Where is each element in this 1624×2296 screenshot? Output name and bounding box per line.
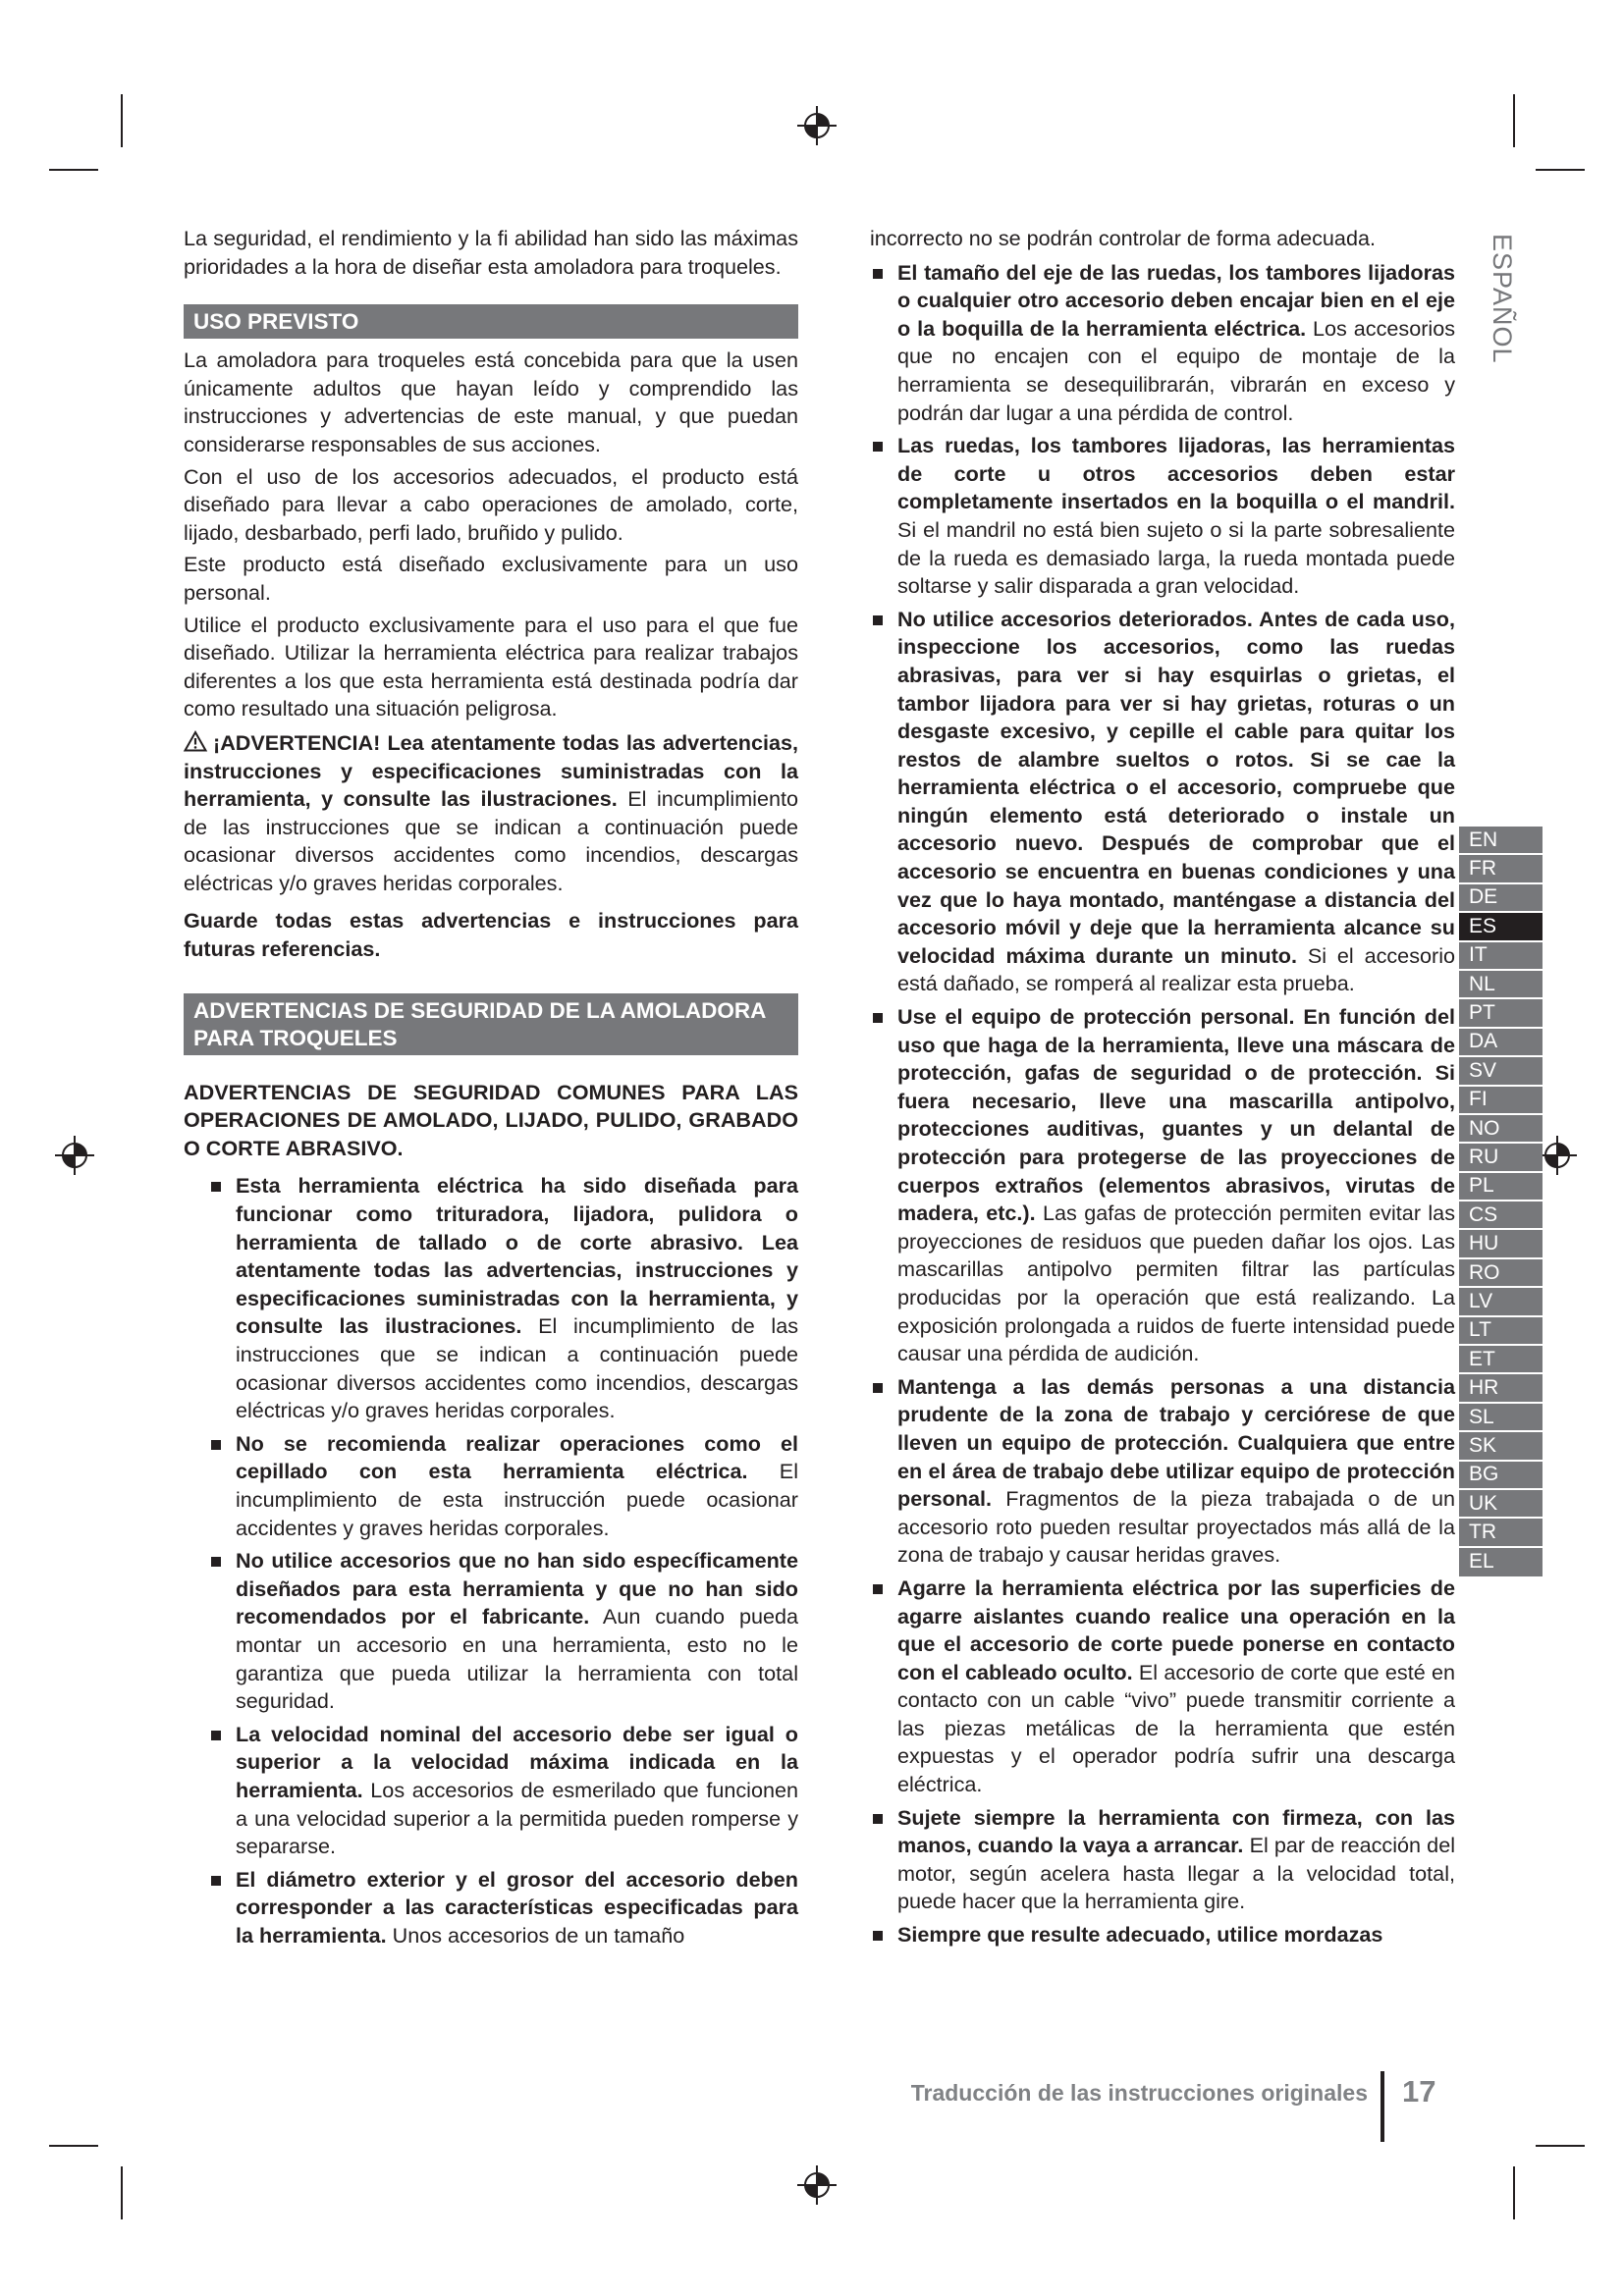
list-item bbox=[208, 1547, 798, 1716]
language-tab-fr[interactable]: FR bbox=[1459, 855, 1543, 883]
page-number: 17 bbox=[1402, 2074, 1436, 2109]
list-item bbox=[870, 606, 1455, 998]
language-tab-lv[interactable]: LV bbox=[1459, 1288, 1543, 1316]
bullet-square-icon bbox=[873, 615, 883, 625]
language-tab-en[interactable]: EN bbox=[1459, 827, 1543, 855]
bullet-square-icon bbox=[873, 1814, 883, 1824]
item-text: Fragmentos de la pieza trabajada o de un accesorio roto pueden resultar proyectados más allá de la zona de trabajo y causar heridas graves. bbox=[897, 1486, 1455, 1568]
item-bold: No se recomienda realizar operaciones como el cepillado con esta herramienta eléctrica. bbox=[236, 1430, 798, 1484]
side-language-text: ESPAÑOL bbox=[1488, 234, 1517, 364]
bullet-square-icon bbox=[873, 1931, 883, 1941]
section-heading-uso-previsto: USO PREVISTO bbox=[184, 304, 798, 339]
item-bold: Sujete siempre la herramienta con firmeza, con las manos, cuando la vaya a arrancar. bbox=[897, 1804, 1455, 1858]
language-tab-ro[interactable]: RO bbox=[1459, 1259, 1543, 1288]
registration-mark-icon bbox=[55, 1136, 94, 1175]
crop-mark bbox=[49, 2145, 98, 2147]
bullet-square-icon bbox=[211, 1557, 221, 1567]
language-tab-bar bbox=[1459, 827, 1543, 1576]
list-item bbox=[870, 259, 1455, 428]
section-heading-advertencias: ADVERTENCIAS DE SEGURIDAD DE LA AMOLADORA PARA TROQUELES bbox=[184, 993, 798, 1055]
item-bold: Agarre la herramienta eléctrica por las superficies de agarre aislantes cuando realice una operación en la que el accesorio de corte puede ponerse en contacto con el cableado oculto. bbox=[897, 1575, 1455, 1684]
list-item bbox=[208, 1721, 798, 1861]
item-bold: La velocidad nominal del accesorio debe ser igual o superior a la velocidad máxima indicada en la herramienta. bbox=[236, 1721, 798, 1802]
language-tab-nl[interactable]: NL bbox=[1459, 971, 1543, 999]
uso-paragraph-4: Utilice el producto exclusivamente para el uso para el que fue diseñado. Utilizar la herramienta eléctrica para realizar trabajos diferentes a los que esta herramienta está destinada podría dar como resultado una situación peligrosa. bbox=[184, 612, 798, 721]
list-item bbox=[870, 432, 1455, 601]
warning-text: El incumplimiento de las instrucciones que se indican a continuación puede ocasionar diversos accidentes como incendios, descargas eléctricas y/o graves heridas corporales. bbox=[184, 786, 799, 895]
item-bold: Use el equipo de protección personal. En función del uso que haga de la herramienta, lleve una máscara de protección, gafas de seguridad o de protección. Si fuera necesario, lleve una mascarilla antipolvo, protecciones auditivas, guantes y un delantal de protección para protegerse de las proyecciones de cuerpos extraños (elementos abrasivos, virutas de madera, etc.). bbox=[897, 1004, 1455, 1226]
item-text: El par de reacción del motor, según acelera hasta llegar a la velocidad total, puede hacer que la herramienta gire. bbox=[897, 1833, 1456, 1914]
language-tab-hu[interactable]: HU bbox=[1459, 1230, 1543, 1258]
crop-mark bbox=[1513, 94, 1515, 147]
item-text: Los accesorios de esmerilado que funcionen a una velocidad superior a la permitida pueden romperse y separarse. bbox=[236, 1777, 798, 1859]
crop-mark bbox=[1513, 2166, 1515, 2219]
footer-divider bbox=[1380, 2071, 1384, 2142]
bullet-square-icon bbox=[873, 269, 883, 279]
language-tab-pt[interactable]: PT bbox=[1459, 999, 1543, 1028]
language-tab-hr[interactable]: HR bbox=[1459, 1374, 1543, 1403]
item-bold: Mantenga a las demás personas a una distancia prudente de la zona de trabajo y cerciórese de que lleven un equipo de protección. Cualquiera que entre en el área de trabajo debe utilizar equipo de protección personal. bbox=[897, 1373, 1455, 1512]
list-item bbox=[870, 1373, 1455, 1570]
item-text: El accesorio de corte que esté en contacto con un cable “vivo” puede transmitir corriente a las piezas metálicas de la herramienta que estén expuestas y el operador podría sufrir una descarga eléctrica. bbox=[897, 1659, 1455, 1797]
crop-mark bbox=[1536, 2145, 1585, 2147]
list-item bbox=[870, 1575, 1455, 1799]
language-tab-cs[interactable]: CS bbox=[1459, 1201, 1543, 1230]
language-tab-it[interactable]: IT bbox=[1459, 942, 1543, 971]
language-tab-et[interactable]: ET bbox=[1459, 1346, 1543, 1374]
warning-bold: ¡ADVERTENCIA! Lea atentamente todas las advertencias, instrucciones y especificaciones suministradas con la herramienta, y consulte las ilustraciones. bbox=[184, 729, 798, 812]
list-item bbox=[870, 1003, 1455, 1368]
left-column bbox=[184, 225, 798, 1954]
guarde-paragraph: Guarde todas estas advertencias e instrucciones para futuras referencias. bbox=[184, 908, 798, 962]
language-tab-pl[interactable]: PL bbox=[1459, 1173, 1543, 1201]
crop-mark bbox=[121, 94, 123, 147]
bullet-square-icon bbox=[873, 1383, 883, 1393]
side-language-label bbox=[1466, 230, 1517, 367]
item-bold: El diámetro exterior y el grosor del accesorio deben corresponder a las características especificadas para la herramienta. bbox=[236, 1866, 798, 1948]
language-tab-ru[interactable]: RU bbox=[1459, 1144, 1543, 1172]
item-bold: Esta herramienta eléctrica ha sido diseñada para funcionar como trituradora, lijadora, pulidora o herramienta de tallado o de corte abrasivo. Lea atentamente todas las advertencias, instrucciones y especificaciones suministradas con la herramienta, y consulte las ilustraciones. bbox=[236, 1173, 798, 1339]
language-tab-uk[interactable]: UK bbox=[1459, 1490, 1543, 1519]
bullet-square-icon bbox=[211, 1731, 221, 1740]
item-text: Si el mandril no está bien sujeto o si la parte sobresaliente de la rueda es demasiado larga, la rueda montada puede soltarse y salir disparada a gran velocidad. bbox=[897, 516, 1455, 599]
uso-paragraph-3: Este producto está diseñado exclusivamente para un uso personal. bbox=[184, 552, 798, 605]
continuation-text: incorrecto no se podrán controlar de forma adecuada. bbox=[870, 226, 1376, 250]
item-bold: No utilice accesorios deteriorados. Antes de cada uso, inspeccione los accesorios, como las ruedas abrasivas, para ver si hay esquirlas o grietas, el tambor lijadora para ver si hay grietas, roturas o un desgaste excesivo, y cepille el cable para quitar los restos de alambre sueltos o rotos. Si se cae la herramienta eléctrica o el accesorio, compruebe que ningún elemento está deteriorado o instale un accesorio nuevo. Después de comprobar que el accesorio se encuentra en buenas condiciones y una vez que lo haya montado, manténgase a distancia del accesorio móvil y deje que la herramienta alcance su velocidad máxima durante un minuto. bbox=[897, 606, 1455, 968]
bullet-square-icon bbox=[211, 1876, 221, 1886]
registration-mark-icon bbox=[797, 106, 837, 145]
list-item bbox=[870, 1921, 1455, 1949]
crop-mark bbox=[121, 2166, 123, 2219]
language-tab-sk[interactable]: SK bbox=[1459, 1432, 1543, 1461]
uso-paragraph-1: La amoladora para troqueles está concebida para que la usen únicamente adultos que hayan leído y comprendido las instrucciones y advertencias de este manual, y que puedan considerarse responsables de sus acciones. bbox=[184, 347, 798, 456]
item-text: Unos accesorios de un tamaño bbox=[392, 1922, 685, 1948]
language-tab-sl[interactable]: SL bbox=[1459, 1404, 1543, 1432]
language-tab-es[interactable]: ES bbox=[1459, 913, 1543, 941]
bullet-square-icon bbox=[211, 1182, 221, 1192]
list-item bbox=[208, 1430, 798, 1542]
language-tab-de[interactable]: DE bbox=[1459, 884, 1543, 913]
language-tab-bg[interactable]: BG bbox=[1459, 1462, 1543, 1490]
language-tab-lt[interactable]: LT bbox=[1459, 1317, 1543, 1346]
language-tab-no[interactable]: NO bbox=[1459, 1115, 1543, 1144]
item-bold: No utilice accesorios que no han sido específicamente diseñados para esta herramienta y que no han sido recomendados por el fabricante. bbox=[236, 1548, 798, 1629]
language-tab-el[interactable]: EL bbox=[1469, 1550, 1494, 1574]
item-text: El incumplimiento de las instrucciones que se indican a continuación puede ocasionar diversos accidentes como incendios, descargas eléctricas y/o graves heridas corporales. bbox=[236, 1313, 798, 1423]
list-item bbox=[208, 1866, 798, 1950]
bullet-square-icon bbox=[211, 1440, 221, 1450]
item-text: Aun cuando pueda montar un accesorio en una herramienta, esto no le garantiza que pueda utilizar la herramienta con total seguridad. bbox=[236, 1604, 798, 1714]
list-item bbox=[208, 1172, 798, 1424]
registration-mark-icon bbox=[1538, 1136, 1577, 1175]
crop-mark bbox=[1536, 169, 1585, 171]
list-item bbox=[870, 1804, 1455, 1916]
item-bold: El tamaño del eje de las ruedas, los tambores lijadoras o cualquier otro accesorio deben encajar bien en el eje o la boquilla de la herramienta eléctrica. bbox=[897, 259, 1455, 341]
common-warnings-heading: ADVERTENCIAS DE SEGURIDAD COMUNES PARA LAS OPERACIONES DE AMOLADO, LIJADO, PULIDO, GRABADO O CORTE ABRASIVO. bbox=[184, 1079, 798, 1160]
item-text: Los accesorios que no encajen con el equipo de montaje de la herramienta se desequilibrarán, vibrarán en exceso y podrán dar lugar a una pérdida de control. bbox=[897, 315, 1456, 425]
language-tab-tr[interactable]: TR bbox=[1459, 1519, 1543, 1547]
right-column bbox=[870, 225, 1455, 1954]
language-tab-fi[interactable]: FI bbox=[1459, 1087, 1543, 1115]
item-bold: Las ruedas, los tambores lijadoras, las herramientas de corte u otros accesorios deben estar completamente insertados en la boquilla o el mandril. bbox=[897, 433, 1455, 514]
item-text: Si el accesorio está dañado, se romperá al realizar esta prueba. bbox=[897, 942, 1455, 996]
language-tab-sv[interactable]: SV bbox=[1459, 1057, 1543, 1086]
item-text: El incumplimiento de esta instrucción puede ocasionar accidentes y graves heridas corporales. bbox=[236, 1459, 798, 1540]
language-tab-da[interactable]: DA bbox=[1459, 1029, 1543, 1057]
warning-triangle-icon bbox=[184, 730, 207, 752]
warning-paragraph bbox=[184, 729, 798, 898]
intro-paragraph: La seguridad, el rendimiento y la fi abilidad han sido las máximas prioridades a la hora de diseñar esta amoladora para troqueles. bbox=[184, 226, 798, 279]
item-text: Las gafas de protección permiten evitar las proyecciones de residuos que pueden dañar los ojos. Las mascarillas antipolvo permiten filtrar las partículas producidas por la operación que está realizando. La exposición prolongada a ruidos de fuerte intensidad puede causar una pérdida de audición. bbox=[897, 1201, 1455, 1366]
registration-mark-icon bbox=[797, 2165, 837, 2205]
crop-mark bbox=[49, 169, 98, 171]
bullet-square-icon bbox=[873, 1584, 883, 1594]
item-bold: Siempre que resulte adecuado, utilice mordazas bbox=[897, 1922, 1383, 1948]
footer-text: Traducción de las instrucciones originales bbox=[910, 2080, 1368, 2106]
bullet-square-icon bbox=[873, 442, 883, 452]
uso-paragraph-2: Con el uso de los accesorios adecuados, el producto está diseñado para llevar a cabo operaciones de amolado, corte, lijado, desbarbado, perfi lado, bruñido y pulido. bbox=[184, 463, 798, 545]
bullet-square-icon bbox=[873, 1013, 883, 1023]
